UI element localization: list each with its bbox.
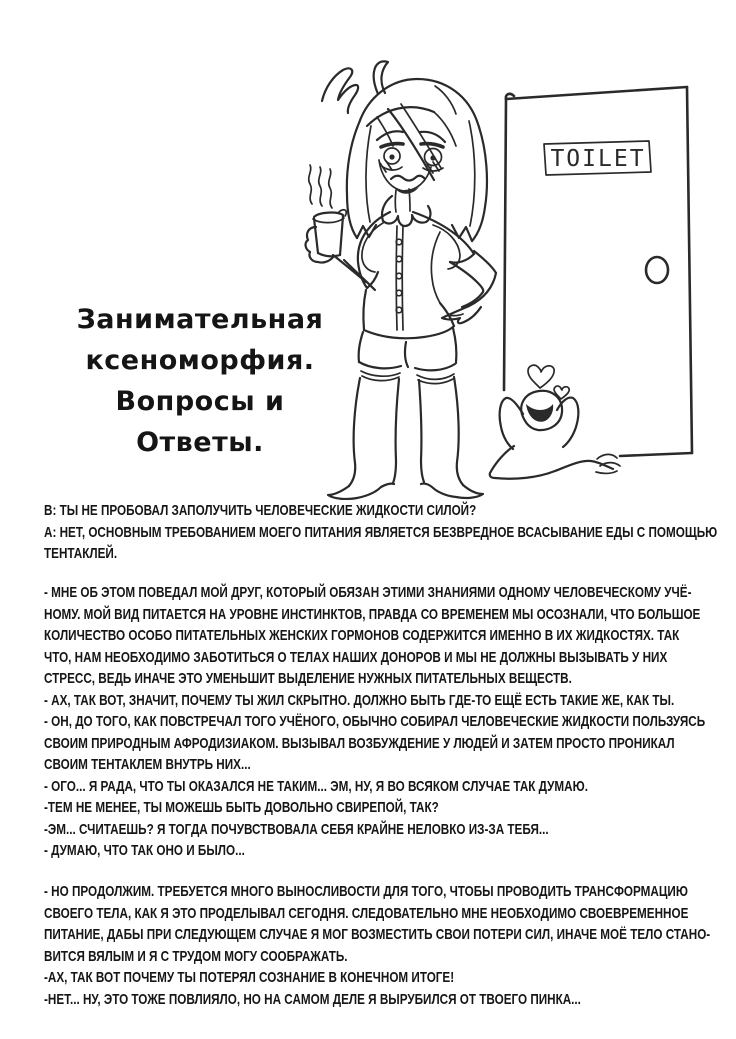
right-eye-lid (421, 144, 443, 147)
left-pupil (389, 154, 394, 159)
button (396, 273, 402, 279)
qa-line: - ДУМАЮ, ЧТО ТАК ОНО И БЫЛО... (44, 842, 245, 859)
qa-line: ЧТО, НАМ НЕОБХОДИМО ЗАБОТИТЬСЯ О ТЕЛАХ НАШИХ ДОНОРОВ И МЫ НЕ ДОЛЖНЫ ВЫЗЫВАТЬ У НИХ (44, 648, 668, 666)
wavy-mouth (391, 176, 425, 181)
qa-block (44, 500, 736, 565)
qa-line: ТЕНТАКЛЕЙ. (44, 545, 118, 562)
qa-line: СВОЕГО ТЕЛА, КАК Я ЭТО ПРОДЕЛЫВАЛ СЕГОДНЯ. СЛЕДОВАТЕЛЬНО МНЕ НЕОБХОДИМО СВОЕВРЕМЕННОЕ (44, 904, 689, 922)
qa-line: - ОГО... Я РАДА, ЧТО ТЫ ОКАЗАЛСЯ НЕ ТАКИМ... ЭМ, НУ, Я ВО ВСЯКОМ СЛУЧАЕ ТАК ДУМАЮ. (44, 777, 588, 795)
title-line: ксеноморфия. (85, 345, 315, 376)
button (396, 307, 402, 313)
steam (309, 165, 332, 208)
creature-right-fin (557, 398, 578, 447)
qa-line: А: НЕТ, ОСНОВНЫМ ТРЕБОВАНИЕМ МОЕГО ПИТАНИЯ ЯВЛЯЕТСЯ БЕЗВРЕДНОЕ ВСАСЫВАНИЕ ЕДЫ С ПОМОЩЬЮ (44, 523, 718, 541)
button (396, 256, 402, 262)
button (396, 239, 402, 245)
creature-body (490, 446, 613, 479)
qa-line: В: ТЫ НЕ ПРОБОВАЛ ЗАПОЛУЧИТЬ ЧЕЛОВЕЧЕСКИЕ ЖИДКОСТИ СИЛОЙ? (44, 502, 477, 519)
irritation-scribble (322, 68, 358, 113)
qa-line: -ТЕМ НЕ МЕНЕЕ, ТЫ МОЖЕШЬ БЫТЬ ДОВОЛЬНО СВИРЕПОЙ, ТАК? (44, 799, 439, 816)
qa-line: -НЕТ... НУ, ЭТО ТОЖЕ ПОВЛИЯЛО, НО НА САМОМ ДЕЛЕ Я ВЫРУБИЛСЯ ОТ ТВОЕГО ПИНКА... (44, 990, 581, 1008)
qa-line: КОЛИЧЕСТВО ОСОБО ПИТАТЕЛЬНЫХ ЖЕНСКИХ ГОРМОНОВ СОДЕРЖИТСЯ ИМЕННО В ИХ ЖИДКОСТЯХ. ТАК (44, 627, 680, 644)
qa-line: НОМУ. МОЙ ВИД ПИТАЕТСЯ НА УРОВНЕ ИНСТИНКТОВ, ПРАВДА СО ВРЕМЕНЕМ МЫ ОСОЗНАЛИ, ЧТО БОЛЬШОЕ (44, 605, 701, 623)
title-line: Вопросы и (115, 386, 285, 417)
qa-line: - ОН, ДО ТОГО, КАК ПОВСТРЕЧАЛ ТОГО УЧЁНОГО, ОБЫЧНО СОБИРАЛ ЧЕЛОВЕЧЕСКИЕ ЖИДКОСТИ ПОЛЬЗУЯСЬ (44, 713, 706, 730)
right-foot (421, 484, 483, 498)
qa-line: - МНЕ ОБ ЭТОМ ПОВЕДАЛ МОЙ ДРУГ, КОТОРЫЙ ОБЯЗАН ЭТИМИ ЗНАНИЯМИ ОДНОМУ ЧЕЛОВЕЧЕСКОМУ УЧЁ- (44, 584, 692, 601)
qa-line: - НО ПРОДОЛЖИМ. ТРЕБУЕТСЯ МНОГО ВЫНОСЛИВОСТИ ДЛЯ ТОГО, ЧТОБЫ ПРОВОДИТЬ ТРАНСФОРМАЦИЮ (44, 883, 688, 900)
left-foot (328, 484, 394, 499)
qa-line: -ЭМ... СЧИТАЕШЬ? Я ТОГДА ПОЧУВСТВОВАЛА СЕБЯ КРАЙНЕ НЕЛОВКО ИЗ-ЗА ТЕБЯ... (44, 820, 549, 838)
button (396, 290, 402, 296)
qa-line: СВОИМ ТЕНТАКЛЕМ ВНУТРЬ НИХ... (44, 756, 251, 773)
qa-line: ПИТАНИЕ, ДАБЫ ПРИ СЛЕДУЮЩЕМ СЛУЧАЕ Я МОГ ВОЗМЕСТИТЬ СВОИ ПОТЕРИ СИЛ, ИНАЧЕ МОЁ ТЕЛО СТАНО- (44, 926, 711, 943)
qa-line: ВИТСЯ ВЯЛЫМ И Я С ТРУДОМ МОГУ СООБРАЖАТЬ. (44, 947, 348, 965)
qa-line: СТРЕСС, ВЕДЬ ИНАЧЕ ЭТО УМЕНЬШИТ ВЫДЕЛЕНИЕ НУЖНЫХ ПИТАТЕЛЬНЫХ ВЕЩЕСТВ. (44, 670, 572, 687)
title-line: Ответы. (136, 427, 264, 458)
toilet-door (504, 87, 692, 456)
creature-left-fin (500, 398, 523, 449)
heart-icon (528, 365, 554, 388)
hearts (528, 365, 569, 399)
creature-mouth (526, 404, 553, 422)
toilet-sign-label: TOILET (550, 146, 646, 172)
thigh-high-stockings (361, 371, 454, 384)
toilet-sign (544, 141, 651, 175)
tentacle-creature (490, 365, 620, 479)
left-eye-lid (381, 144, 403, 147)
qa-line: - АХ, ТАК ВОТ, ЗНАЧИТ, ПОЧЕМУ ТЫ ЖИЛ СКРЫТНО. ДОЛЖНО БЫТЬ ГДЕ-ТО ЕЩЁ ЕСТЬ ТАКИЕ ЖЕ, КАК ТЫ. (44, 691, 675, 709)
qa-line: -АХ, ТАК ВОТ ПОЧЕМУ ТЫ ПОТЕРЯЛ СОЗНАНИЕ В КОНЕЧНОМ ИТОГЕ! (44, 969, 455, 986)
qa-block (44, 582, 736, 862)
qa-line: СВОИМ ПРИРОДНЫМ АФРОДИЗИАКОМ. ВЫЗЫВАЛ ВОЗБУЖДЕНИЕ У ЛЮДЕЙ И ЗАТЕМ ПРОСТО ПРОНИКАЛ (44, 734, 675, 752)
right-pupil (430, 155, 435, 160)
right-arm (442, 251, 496, 323)
page-title (40, 299, 360, 463)
coffee-cup (313, 210, 346, 257)
qa-block (44, 881, 736, 1010)
door-knob (646, 257, 668, 283)
qa-text (44, 500, 736, 1010)
title-line: Занимательная (76, 304, 324, 335)
jaw-line (379, 160, 431, 191)
